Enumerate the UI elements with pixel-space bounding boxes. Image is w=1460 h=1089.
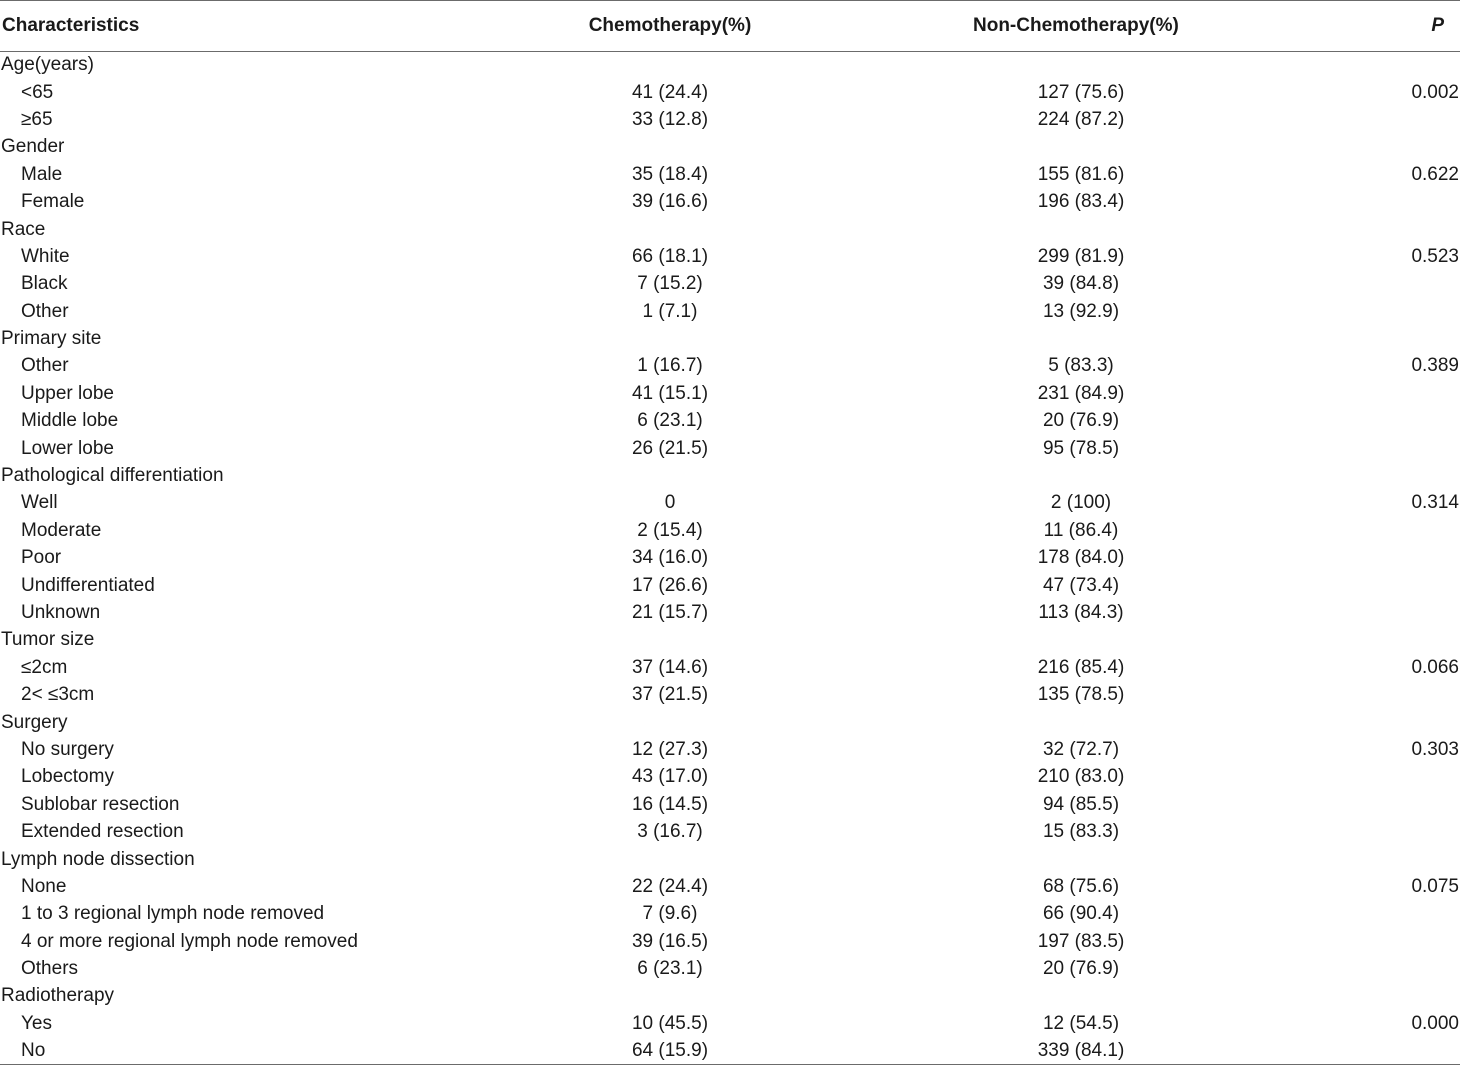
non-chemotherapy-value: 197 (83.5) (1037, 930, 1125, 952)
p-value (1330, 681, 1460, 708)
non-chemotherapy-value: 127 (75.6) (1037, 81, 1125, 103)
non-chemotherapy-value (840, 52, 1330, 79)
p-value (1330, 846, 1460, 873)
chemotherapy-value: 7 (15.2) (637, 273, 703, 295)
p-value (1330, 380, 1460, 407)
table-group-row (0, 709, 1460, 736)
non-chemotherapy-value: 216 (85.4) (1037, 656, 1125, 678)
chemotherapy-value: 37 (14.6) (631, 656, 709, 678)
group-label: Primary site (1, 328, 102, 350)
header-non-chemotherapy: Non-Chemotherapy(%) (840, 1, 1330, 52)
header-characteristics: Characteristics (0, 1, 500, 52)
row-label: ≥65 (21, 108, 53, 130)
chemotherapy-value: 26 (21.5) (631, 437, 709, 459)
group-label: Pathological differentiation (1, 465, 224, 487)
non-chemotherapy-value: 155 (81.6) (1037, 163, 1125, 185)
chemotherapy-value: 0 (664, 492, 676, 514)
non-chemotherapy-value: 20 (76.9) (1042, 958, 1120, 980)
chemotherapy-value: 10 (45.5) (631, 1012, 709, 1034)
non-chemotherapy-value (840, 983, 1330, 1010)
row-label: Lower lobe (21, 437, 114, 459)
row-label: Undifferentiated (21, 574, 155, 596)
non-chemotherapy-value: 2 (100) (1050, 492, 1112, 514)
table-row (0, 572, 1460, 599)
row-label: Male (21, 163, 63, 185)
non-chemotherapy-value: 224 (87.2) (1037, 108, 1125, 130)
row-label: Moderate (21, 519, 102, 541)
group-label: Race (1, 218, 46, 240)
row-label: 1 to 3 regional lymph node removed (21, 903, 325, 925)
p-value (1330, 764, 1460, 791)
p-value (1330, 134, 1460, 161)
p-value (1330, 106, 1460, 133)
non-chemotherapy-value (840, 325, 1330, 352)
table-row (0, 490, 1460, 517)
table-row (0, 736, 1460, 763)
table-row (0, 188, 1460, 215)
p-value (1330, 216, 1460, 243)
table-row (0, 161, 1460, 188)
p-value (1330, 599, 1460, 626)
chemotherapy-value: 17 (26.6) (631, 574, 709, 596)
non-chemotherapy-value: 15 (83.3) (1042, 821, 1120, 843)
table-group-row (0, 846, 1460, 873)
table-row (0, 791, 1460, 818)
table-row (0, 599, 1460, 626)
p-value (1330, 955, 1460, 982)
non-chemotherapy-value: 66 (90.4) (1042, 903, 1120, 925)
table-body (0, 52, 1460, 1065)
row-label: Unknown (21, 602, 101, 623)
table-row (0, 681, 1460, 708)
row-label: Upper lobe (21, 382, 114, 404)
group-label: Radiotherapy (1, 985, 115, 1007)
p-value: 0.075 (1411, 875, 1459, 897)
header-row (0, 1, 1460, 52)
table-row (0, 435, 1460, 462)
row-label: None (21, 875, 67, 897)
chemotherapy-value (500, 216, 840, 243)
table-row (0, 271, 1460, 298)
row-label: Black (21, 273, 68, 295)
non-chemotherapy-value: 13 (92.9) (1042, 300, 1120, 322)
chemotherapy-value: 2 (15.4) (637, 519, 703, 541)
chemotherapy-value: 34 (16.0) (631, 547, 709, 569)
non-chemotherapy-value: 47 (73.4) (1042, 574, 1120, 596)
chemotherapy-value: 39 (16.5) (631, 930, 709, 952)
table-row (0, 243, 1460, 270)
chemotherapy-value (500, 462, 840, 489)
row-label: No surgery (21, 738, 114, 760)
p-value (1330, 298, 1460, 325)
table-row (0, 901, 1460, 928)
non-chemotherapy-value: 11 (86.4) (1043, 519, 1119, 541)
non-chemotherapy-value: 32 (72.7) (1042, 738, 1120, 760)
non-chemotherapy-value (840, 846, 1330, 873)
non-chemotherapy-value: 39 (84.8) (1042, 273, 1120, 295)
group-label: Surgery (1, 711, 68, 733)
p-value (1330, 1038, 1460, 1065)
chemotherapy-value: 1 (16.7) (637, 355, 703, 377)
row-label: White (21, 245, 70, 267)
non-chemotherapy-value: 68 (75.6) (1042, 875, 1120, 897)
non-chemotherapy-value (840, 216, 1330, 243)
p-value (1330, 545, 1460, 572)
group-label: Gender (1, 136, 65, 158)
chemotherapy-value: 66 (18.1) (631, 245, 709, 267)
p-value: 0.000 (1411, 1012, 1459, 1034)
chemotherapy-value (500, 846, 840, 873)
non-chemotherapy-value: 135 (78.5) (1037, 684, 1125, 706)
table-row (0, 654, 1460, 681)
non-chemotherapy-value: 178 (84.0) (1037, 547, 1125, 569)
p-value (1330, 52, 1460, 79)
chemotherapy-value: 6 (23.1) (637, 410, 703, 432)
p-value (1330, 818, 1460, 845)
p-value (1330, 408, 1460, 435)
table-row (0, 1010, 1460, 1037)
chemotherapy-value: 21 (15.7) (631, 602, 709, 623)
chemotherapy-value: 6 (23.1) (637, 958, 703, 980)
non-chemotherapy-value: 20 (76.9) (1042, 410, 1120, 432)
row-label: Other (21, 355, 69, 377)
table-row (0, 873, 1460, 900)
non-chemotherapy-value: 12 (54.5) (1042, 1012, 1120, 1034)
table-group-row (0, 325, 1460, 352)
p-value (1330, 325, 1460, 352)
p-value: 0.389 (1411, 355, 1459, 377)
row-label: Others (21, 958, 79, 980)
table-row (0, 106, 1460, 133)
p-value (1330, 435, 1460, 462)
row-label: Well (21, 492, 58, 514)
row-label: Other (21, 300, 69, 322)
table-group-row (0, 216, 1460, 243)
chemotherapy-value: 41 (24.4) (631, 81, 709, 103)
table-row (0, 298, 1460, 325)
row-label: No (0, 1038, 500, 1065)
group-label: Lymph node dissection (1, 848, 195, 870)
chemotherapy-value (500, 627, 840, 654)
chemotherapy-value: 37 (21.5) (631, 684, 709, 706)
row-label: Lobectomy (21, 766, 114, 788)
row-label: <65 (21, 81, 54, 103)
non-chemotherapy-value: 231 (84.9) (1037, 382, 1125, 404)
chemotherapy-value (500, 709, 840, 736)
p-value (1330, 517, 1460, 544)
p-value (1330, 271, 1460, 298)
row-label: Poor (21, 547, 62, 569)
p-value: 0.622 (1411, 163, 1459, 185)
table-row (0, 818, 1460, 845)
non-chemotherapy-value: 339 (84.1) (840, 1038, 1330, 1065)
non-chemotherapy-value (840, 462, 1330, 489)
row-label: Sublobar resection (21, 793, 180, 815)
p-value (1330, 791, 1460, 818)
non-chemotherapy-value (840, 134, 1330, 161)
row-label: ≤2cm (21, 656, 68, 678)
table-row (0, 764, 1460, 791)
row-label: Middle lobe (21, 410, 119, 432)
chemotherapy-value: 12 (27.3) (631, 738, 709, 760)
chemotherapy-value: 35 (18.4) (631, 163, 709, 185)
chemotherapy-value (500, 325, 840, 352)
non-chemotherapy-value: 299 (81.9) (1037, 245, 1125, 267)
table-group-row (0, 134, 1460, 161)
chemotherapy-value: 3 (16.7) (637, 821, 703, 843)
chemotherapy-value: 39 (16.6) (631, 191, 709, 213)
p-value (1330, 462, 1460, 489)
p-value (1330, 627, 1460, 654)
table-row (0, 79, 1460, 106)
header-p-value: P (1330, 1, 1460, 52)
p-value: 0.303 (1411, 738, 1459, 760)
header-chemotherapy: Chemotherapy(%) (500, 1, 840, 52)
table-group-row (0, 627, 1460, 654)
chemotherapy-value (500, 134, 840, 161)
row-label: Extended resection (21, 821, 184, 843)
table-row (0, 1038, 1460, 1065)
p-value: 0.314 (1411, 492, 1459, 514)
chemotherapy-value (500, 983, 840, 1010)
chemotherapy-value: 7 (9.6) (642, 903, 698, 925)
table-row (0, 928, 1460, 955)
p-value: 0.523 (1411, 245, 1459, 267)
p-value: 0.066 (1411, 656, 1459, 678)
table-row (0, 517, 1460, 544)
table-row (0, 380, 1460, 407)
chemotherapy-value: 64 (15.9) (500, 1038, 840, 1065)
p-value: 0.002 (1411, 81, 1459, 103)
p-value (1330, 928, 1460, 955)
non-chemotherapy-value: 5 (83.3) (1048, 355, 1114, 377)
non-chemotherapy-value: 94 (85.5) (1042, 793, 1120, 815)
group-label: Age(years) (1, 54, 94, 76)
p-value (1330, 709, 1460, 736)
row-label: 4 or more regional lymph node removed (21, 930, 358, 952)
non-chemotherapy-value (840, 709, 1330, 736)
chemotherapy-value: 16 (14.5) (631, 793, 709, 815)
table-row (0, 545, 1460, 572)
table-row (0, 353, 1460, 380)
chemotherapy-value: 1 (7.1) (642, 300, 698, 322)
non-chemotherapy-value: 113 (84.3) (1038, 602, 1124, 623)
non-chemotherapy-value: 95 (78.5) (1042, 437, 1120, 459)
table-group-row (0, 983, 1460, 1010)
chemotherapy-value: 33 (12.8) (631, 108, 709, 130)
chemotherapy-value: 22 (24.4) (631, 875, 709, 897)
row-label: Yes (21, 1012, 52, 1034)
p-value (1330, 188, 1460, 215)
p-value (1330, 983, 1460, 1010)
p-value (1330, 572, 1460, 599)
chemotherapy-value: 41 (15.1) (631, 382, 709, 404)
row-label: Female (21, 191, 85, 213)
non-chemotherapy-value: 210 (83.0) (1037, 766, 1125, 788)
chemotherapy-value (500, 52, 840, 79)
table-group-row (0, 462, 1460, 489)
group-label: Tumor size (1, 629, 95, 651)
table-row (0, 408, 1460, 435)
table-group-row (0, 52, 1460, 79)
non-chemotherapy-value (840, 627, 1330, 654)
non-chemotherapy-value: 196 (83.4) (1037, 191, 1125, 213)
table-header (0, 1, 1460, 52)
p-value (1330, 901, 1460, 928)
chemotherapy-value: 43 (17.0) (631, 766, 709, 788)
row-label: 2< ≤3cm (21, 684, 95, 706)
table-row (0, 955, 1460, 982)
